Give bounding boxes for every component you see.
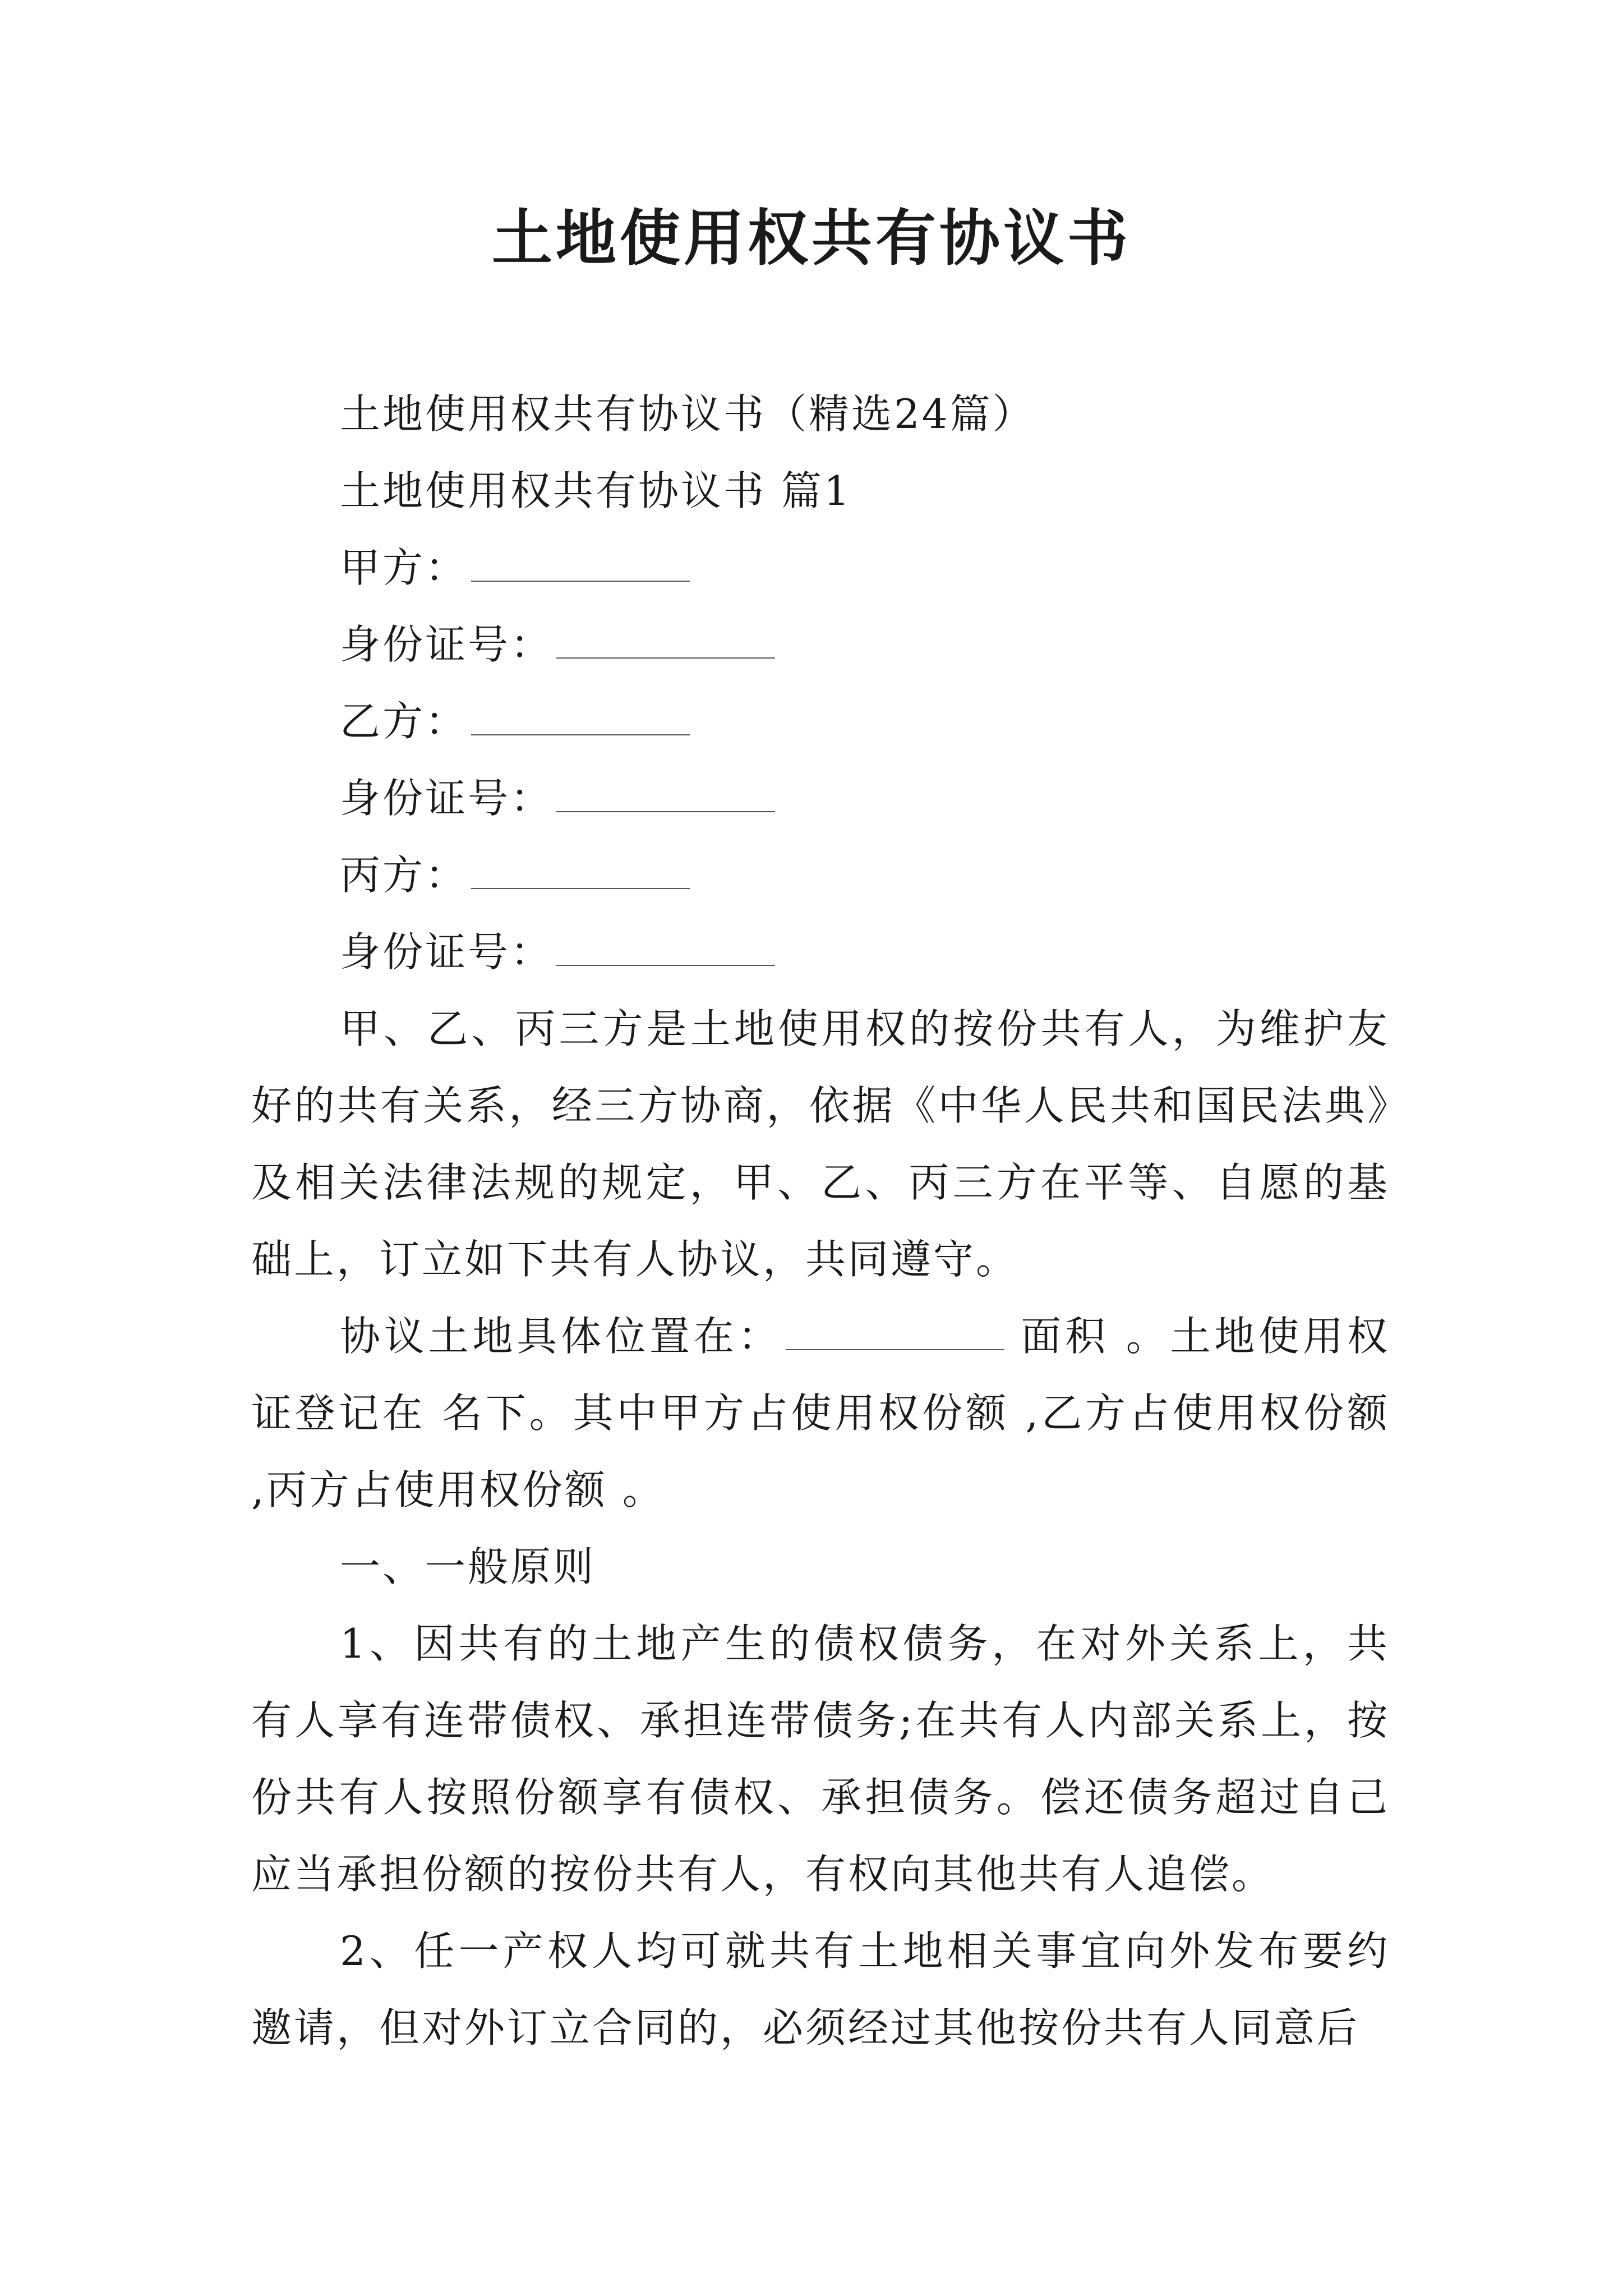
location-suffix: 面积 。土地使用权证登记在 名下。其中甲方占使用权份额 ,乙方占使用权份额 ,丙方占使用权份额 。: [251, 1313, 1390, 1513]
party-c-row: [251, 837, 1390, 914]
clause-1: 1、因共有的土地产生的债权债务，在对外关系上，共有人享有连带债权、承担连带债务;在共有人内部关系上，按份共有人按照份额享有债权、承担债务。偿还债务超过自己应当承担份额的按份共有人，有权向其他共有人追偿。: [251, 1620, 1390, 1898]
principle-heading: 一、一般原则: [340, 1543, 596, 1590]
document-body: [251, 376, 1390, 2067]
id-a-row: [251, 606, 1390, 683]
id-a-blank: [556, 624, 775, 659]
intro-paragraph: 甲、乙、丙三方是土地使用权的按份共有人，为维护友好的共有关系，经三方协商，依据《中华人民共和国民法典》及相关法律法规的规定，甲、乙、丙三方在平等、自愿的基础上，订立如下共有人协议，共同遵守。: [251, 1005, 1390, 1283]
clause-2: 2、任一产权人均可就共有土地相关事宜向外发布要约邀请，但对外订立合同的，必须经过其他按份共有人同意后: [251, 1927, 1390, 2051]
id-b-label: 身份证号：: [340, 775, 554, 822]
section-heading: 土地使用权共有协议书 篇1: [340, 467, 852, 514]
id-b-row: [251, 760, 1390, 837]
party-a-label: 甲方：: [340, 544, 468, 591]
party-b-blank: [471, 701, 690, 735]
party-a-row: [251, 530, 1390, 606]
location-prefix: 协议土地具体位置在：: [340, 1313, 782, 1360]
party-c-label: 丙方：: [340, 852, 468, 899]
location-paragraph: [251, 1298, 1390, 1529]
party-b-label: 乙方：: [340, 698, 468, 745]
id-c-label: 身份证号：: [340, 928, 554, 976]
party-a-blank: [471, 547, 690, 582]
id-a-label: 身份证号：: [340, 621, 554, 668]
id-c-blank: [556, 931, 775, 966]
location-blank: [786, 1315, 1004, 1350]
document-title: 土地使用权共有协议书: [491, 203, 1131, 274]
id-c-row: [251, 914, 1390, 991]
id-b-blank: [556, 777, 775, 812]
document-subtitle: 土地使用权共有协议书（精选24篇）: [340, 390, 1035, 438]
party-c-blank: [471, 854, 690, 889]
party-b-row: [251, 683, 1390, 760]
